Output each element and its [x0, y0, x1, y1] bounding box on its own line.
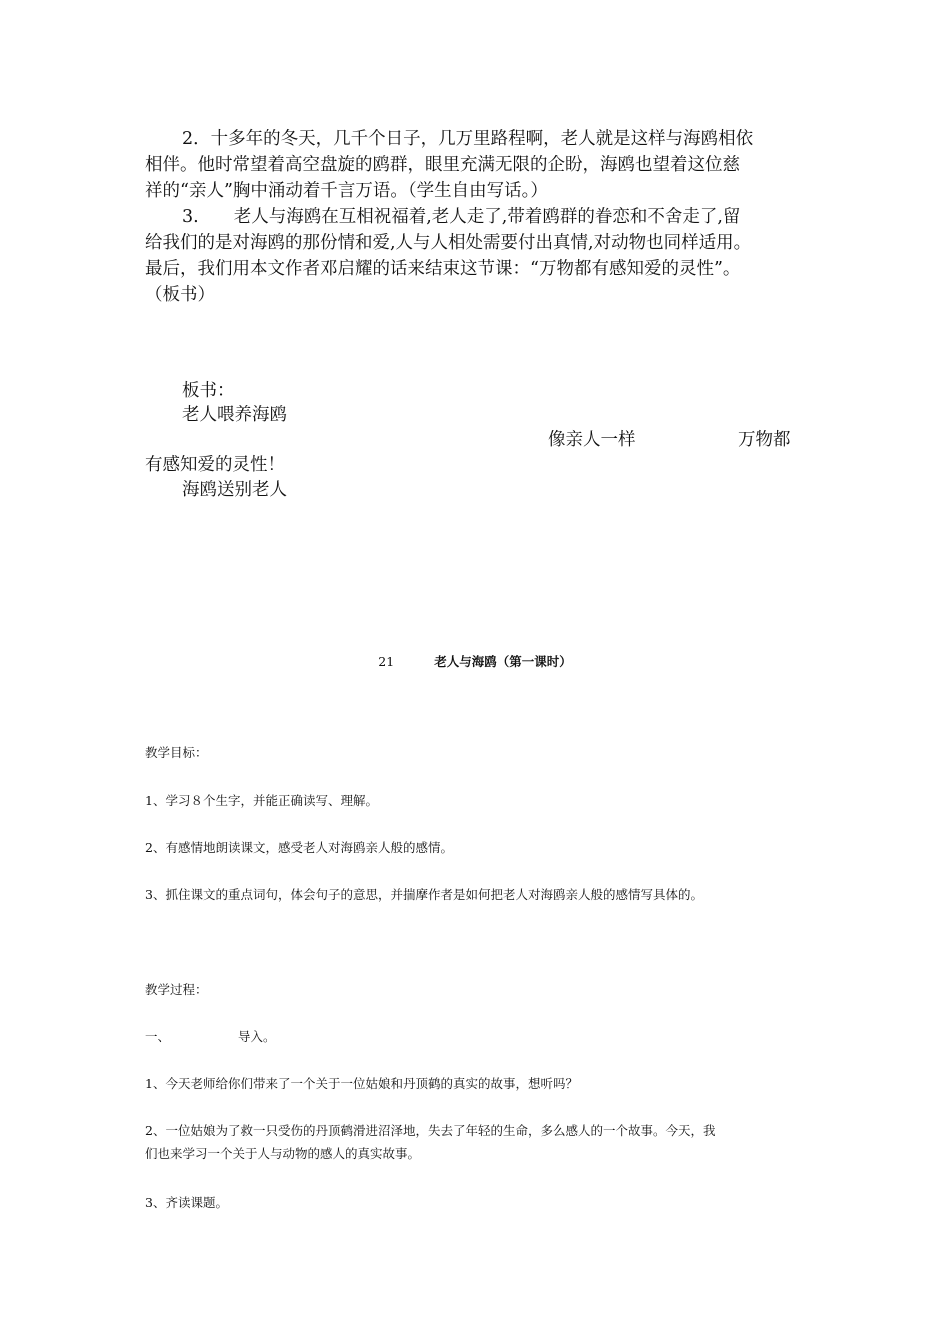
lesson-title — [0, 652, 950, 670]
step-one-number: 一、 — [145, 1029, 171, 1044]
step-item-continued: 们也来学习一个关于人与动物的感人的真实故事。 — [145, 1146, 421, 1161]
para3-line-1: 3. 老人与海鸥在互相祝福着,老人走了,带着鸥群的眷恋和不舍走了,留 — [182, 207, 741, 227]
goal-item: 2、有感情地朗读课文，感受老人对海鸥亲人般的感情。 — [145, 840, 453, 855]
board-wrap: 有感知爱的灵性！ — [145, 455, 285, 475]
goal-item: 1、学习８个生字，并能正确读写、理解。 — [145, 793, 378, 808]
step-item: 3、齐读课题。 — [145, 1195, 228, 1210]
lesson-title-text: 老人与海鸥（第一课时） — [434, 654, 572, 669]
para3-line-4: （板书） — [145, 285, 215, 305]
step-item: 2、一位姑娘为了救一只受伤的丹顶鹤滑进沼泽地，失去了年轻的生命，多么感人的一个故事。今天，我 — [145, 1123, 716, 1138]
board-middle-right: 万物都 — [738, 430, 791, 450]
para3-line-3: 最后，我们用本文作者邓启耀的话来结束这节课：“万物都有感知爱的灵性”。 — [145, 259, 741, 279]
goal-item: 3、抓住课文的重点词句，体会句子的意思，并揣摩作者是如何把老人对海鸥亲人般的感情写具体的。 — [145, 887, 703, 902]
para2-line-2: 相伴。他时常望着高空盘旋的鸥群，眼里充满无限的企盼，海鸥也望着这位慈 — [145, 155, 740, 175]
step-one-label: 导入。 — [238, 1029, 276, 1044]
para2-line-1: 2．十多年的冬天，几千个日子，几万里路程啊，老人就是这样与海鸥相依 — [182, 129, 754, 149]
goals-heading: 教学目标： — [145, 745, 208, 760]
board-middle-left: 像亲人一样 — [548, 430, 636, 450]
para3-line-2: 给我们的是对海鸥的那份情和爱,人与人相处需要付出真情,对动物也同样适用。 — [145, 233, 752, 253]
lesson-number: 21 — [378, 654, 395, 669]
board-label: 板书： — [182, 381, 235, 401]
process-heading: 教学过程： — [145, 982, 208, 997]
step-item: 1、今天老师给你们带来了一个关于一位姑娘和丹顶鹤的真实的故事，想听吗？ — [145, 1076, 578, 1091]
board-line-2: 海鸥送别老人 — [182, 480, 287, 500]
para2-line-3: 祥的“亲人”胸中涌动着千言万语。（学生自由写话。） — [145, 181, 548, 201]
board-line-1: 老人喂养海鸥 — [182, 405, 287, 425]
